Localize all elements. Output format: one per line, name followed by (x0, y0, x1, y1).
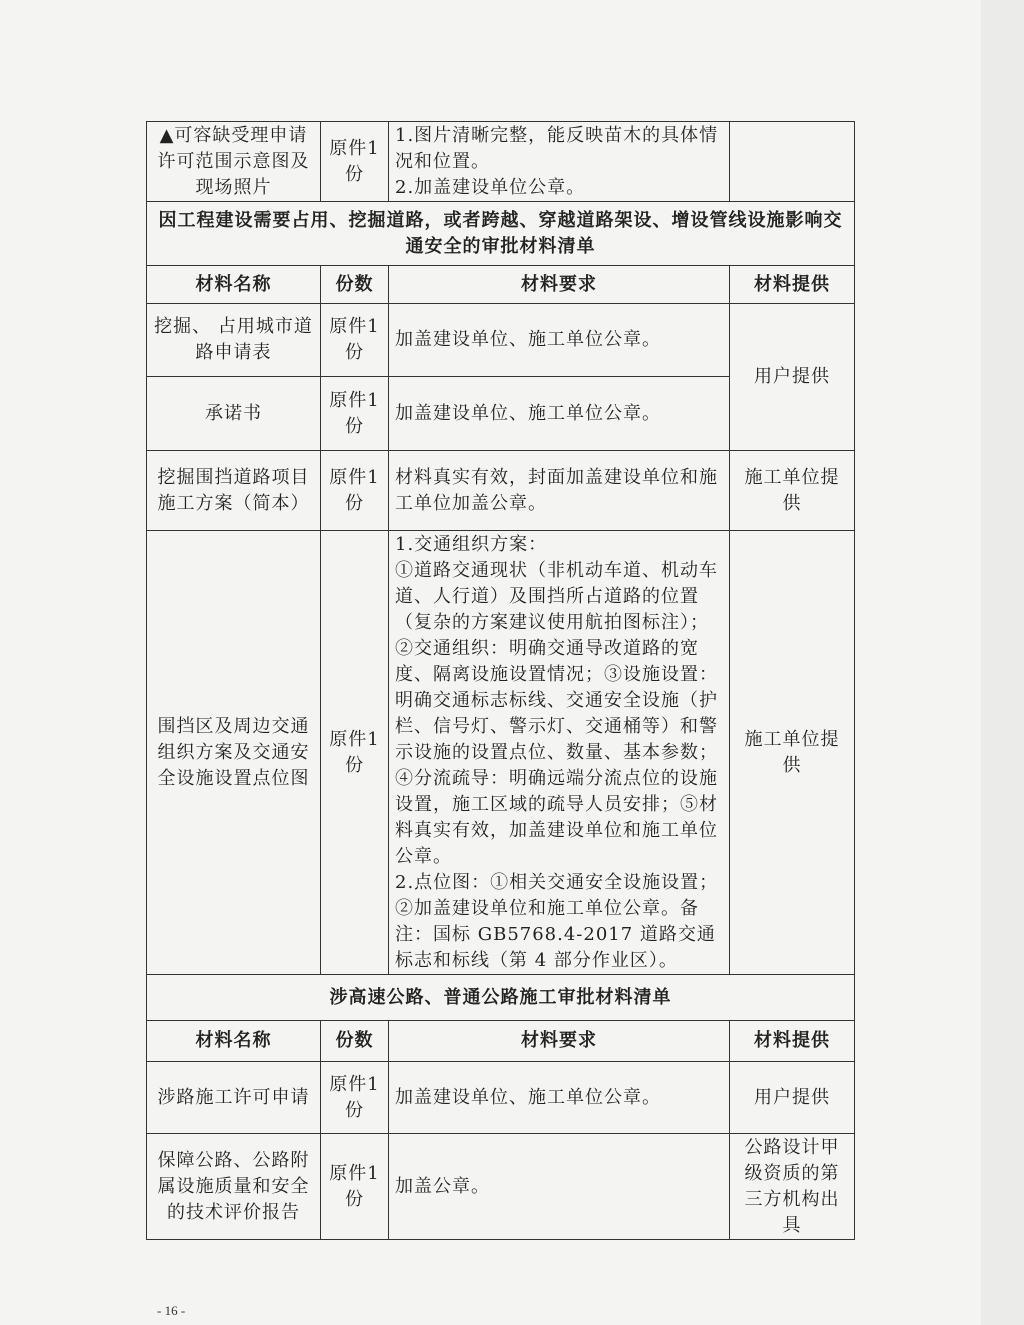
copies-cell: 原件1份 (321, 304, 389, 377)
copies-cell: 原件1份 (321, 1062, 389, 1134)
header-name: 材料名称 (147, 1021, 321, 1062)
header-copies: 份数 (321, 1021, 389, 1062)
copies-cell: 原件1份 (321, 451, 389, 531)
copies-cell: 原件1份 (321, 377, 389, 451)
page-edge-shadow (981, 0, 1024, 1325)
section-title-row (147, 202, 855, 266)
material-name-cell: ▲可容缺受理申请许可范围示意图及现场照片 (147, 122, 321, 202)
header-provider: 材料提供 (730, 1021, 855, 1062)
material-name-cell: 保障公路、公路附属设施质量和安全的技术评价报告 (147, 1134, 321, 1240)
header-row (147, 266, 855, 304)
requirements-cell (389, 531, 730, 975)
table-row (147, 304, 855, 377)
requirement-item: ①道路交通现状（非机动车道、机动车道、人行道）及围挡所占道路的位置（复杂的方案建议使用航拍图标注）；②交通组织：明确交通导改道路的宽度、隔离设施设置情况；③设施设置：明确交通标志标线、交通安全设施（护栏、信号灯、警示灯、交通桶等）和警示设施的设置点位、数量、基本参数；④分流疏导：明确远端分流点位的设施设置，施工区域的疏导人员安排；⑤材料真实有效，加盖建设单位和施工单位公章。 (395, 559, 718, 867)
header-provider: 材料提供 (730, 266, 855, 304)
table-row (147, 1134, 855, 1240)
provider-cell: 施工单位提供 (730, 531, 855, 975)
requirement-item: 1.交通组织方案： (395, 533, 548, 555)
requirements-cell: 材料真实有效，封面加盖建设单位和施工单位加盖公章。 (389, 451, 730, 531)
material-name-cell: 涉路施工许可申请 (147, 1062, 321, 1134)
header-row (147, 1021, 855, 1062)
table-row (147, 1062, 855, 1134)
provider-cell: 用户提供 (730, 1062, 855, 1134)
requirement-item: 1.图片清晰完整，能反映苗木的具体情况和位置。 (395, 124, 719, 172)
copies-cell: 原件1份 (321, 531, 389, 975)
provider-cell: 公路设计甲级资质的第三方机构出具 (730, 1134, 855, 1240)
header-copies: 份数 (321, 266, 389, 304)
material-name-cell: 承诺书 (147, 377, 321, 451)
copies-cell: 原件1份 (321, 122, 389, 202)
table-row (147, 122, 855, 202)
provider-cell: 用户提供 (730, 304, 855, 451)
header-name: 材料名称 (147, 266, 321, 304)
section-title: 因工程建设需要占用、挖掘道路，或者跨越、穿越道路架设、增设管线设施影响交通安全的审批材料清单 (147, 202, 855, 266)
requirement-item: 2.加盖建设单位公章。 (395, 176, 586, 198)
requirements-cell (389, 122, 730, 202)
requirements-cell: 加盖公章。 (389, 1134, 730, 1240)
section-title: 涉高速公路、普通公路施工审批材料清单 (147, 975, 855, 1021)
table-row (147, 451, 855, 531)
page-number: - 16 - (157, 1303, 186, 1318)
material-name-cell: 挖掘、 占用城市道路申请表 (147, 304, 321, 377)
section-title-row (147, 975, 855, 1021)
materials-table (146, 121, 855, 1240)
copies-cell: 原件1份 (321, 1134, 389, 1240)
requirement-item: 2.点位图：①相关交通安全设施设置；②加盖建设单位和施工单位公章。备注：国标 GB5768.4-2017 道路交通标志和标线（第 4 部分作业区）。 (395, 871, 719, 971)
material-name-cell: 围挡区及周边交通组织方案及交通安全设施设置点位图 (147, 531, 321, 975)
header-requirements: 材料要求 (389, 266, 730, 304)
requirements-cell: 加盖建设单位、施工单位公章。 (389, 304, 730, 377)
header-requirements: 材料要求 (389, 1021, 730, 1062)
requirements-cell: 加盖建设单位、施工单位公章。 (389, 377, 730, 451)
provider-cell: 施工单位提供 (730, 451, 855, 531)
material-name-cell: 挖掘围挡道路项目施工方案（简本） (147, 451, 321, 531)
table-row (147, 531, 855, 975)
requirements-cell: 加盖建设单位、施工单位公章。 (389, 1062, 730, 1134)
provider-cell (730, 122, 855, 202)
